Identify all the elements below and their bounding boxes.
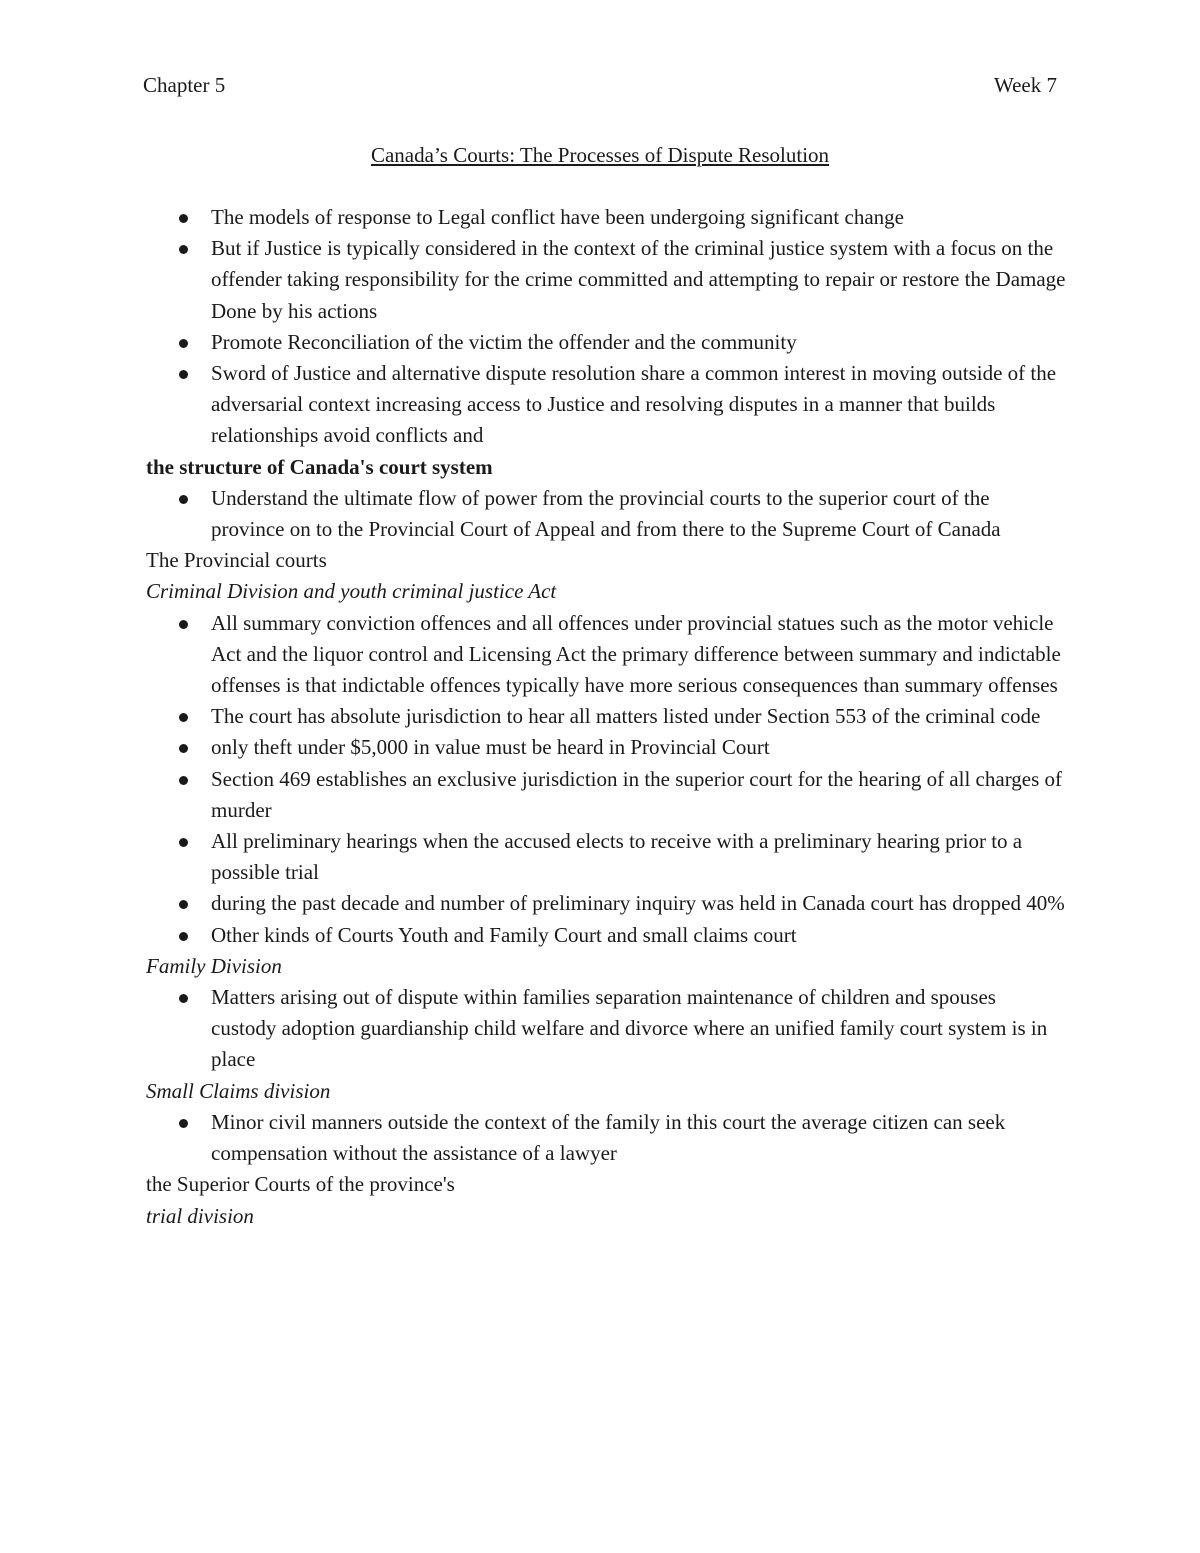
header-chapter: Chapter 5 xyxy=(143,73,226,97)
provincial-heading: The Provincial courts xyxy=(146,548,327,573)
structure-heading: the structure of Canada's court system xyxy=(146,454,493,479)
list-item: Section 469 establishes an exclusive jurisdiction in the superior court for the hearing of all charges of murder xyxy=(146,764,1066,826)
family-division-heading: Family Division xyxy=(146,953,282,978)
list-item: All summary conviction offences and all offences under provincial statues such as the motor vehicle Act and the liquor control and Licensing Act the primary difference between summary and indictable offenses is that indictable offences typically have more serious consequences than summary offenses xyxy=(146,608,1066,702)
intro-bullet-list xyxy=(146,202,1066,452)
list-item: But if Justice is typically considered in the context of the criminal justice system with a focus on the offender taking responsibility for the crime committed and attempting to repair or restore the Damage Done by his actions xyxy=(146,233,1066,327)
list-item: Sword of Justice and alternative dispute resolution share a common interest in moving outside of the adversarial context increasing access to Justice and resolving disputes in a manner that builds relationships avoid conflicts and xyxy=(146,358,1066,452)
list-item: only theft under $5,000 in value must be heard in Provincial Court xyxy=(146,732,1066,763)
document-title: Canada’s Courts: The Processes of Dispute Resolution xyxy=(370,143,830,167)
document-body xyxy=(146,202,1066,1232)
list-item: All preliminary hearings when the accused elects to receive with a preliminary hearing prior to a possible trial xyxy=(146,826,1066,888)
trial-division-heading: trial division xyxy=(146,1203,254,1228)
list-item: Promote Reconciliation of the victim the offender and the community xyxy=(146,327,1066,358)
list-item: Matters arising out of dispute within families separation maintenance of children and spouses custody adoption guardianship child welfare and divorce where an unified family court system is in place xyxy=(146,982,1066,1076)
criminal-division-bullet-list xyxy=(146,608,1066,951)
structure-bullet-list xyxy=(146,483,1066,545)
list-item: The court has absolute jurisdiction to hear all matters listed under Section 553 of the criminal code xyxy=(146,701,1066,732)
criminal-division-heading: Criminal Division and youth criminal justice Act xyxy=(146,579,557,604)
list-item: Understand the ultimate flow of power from the provincial courts to the superior court of the province on to the Provincial Court of Appeal and from there to the Supreme Court of Canada xyxy=(146,483,1066,545)
small-claims-heading: Small Claims division xyxy=(146,1078,331,1103)
list-item: The models of response to Legal conflict have been undergoing significant change xyxy=(146,202,1066,233)
small-claims-bullet-list xyxy=(146,1107,1066,1169)
superior-courts-heading: the Superior Courts of the province's xyxy=(146,1172,455,1197)
header-week: Week 7 xyxy=(993,73,1057,97)
list-item: during the past decade and number of preliminary inquiry was held in Canada court has dropped 40% xyxy=(146,888,1066,919)
list-item: Minor civil manners outside the context of the family in this court the average citizen can seek compensation without the assistance of a lawyer xyxy=(146,1107,1066,1169)
list-item: Other kinds of Courts Youth and Family Court and small claims court xyxy=(146,920,1066,951)
family-division-bullet-list xyxy=(146,982,1066,1076)
